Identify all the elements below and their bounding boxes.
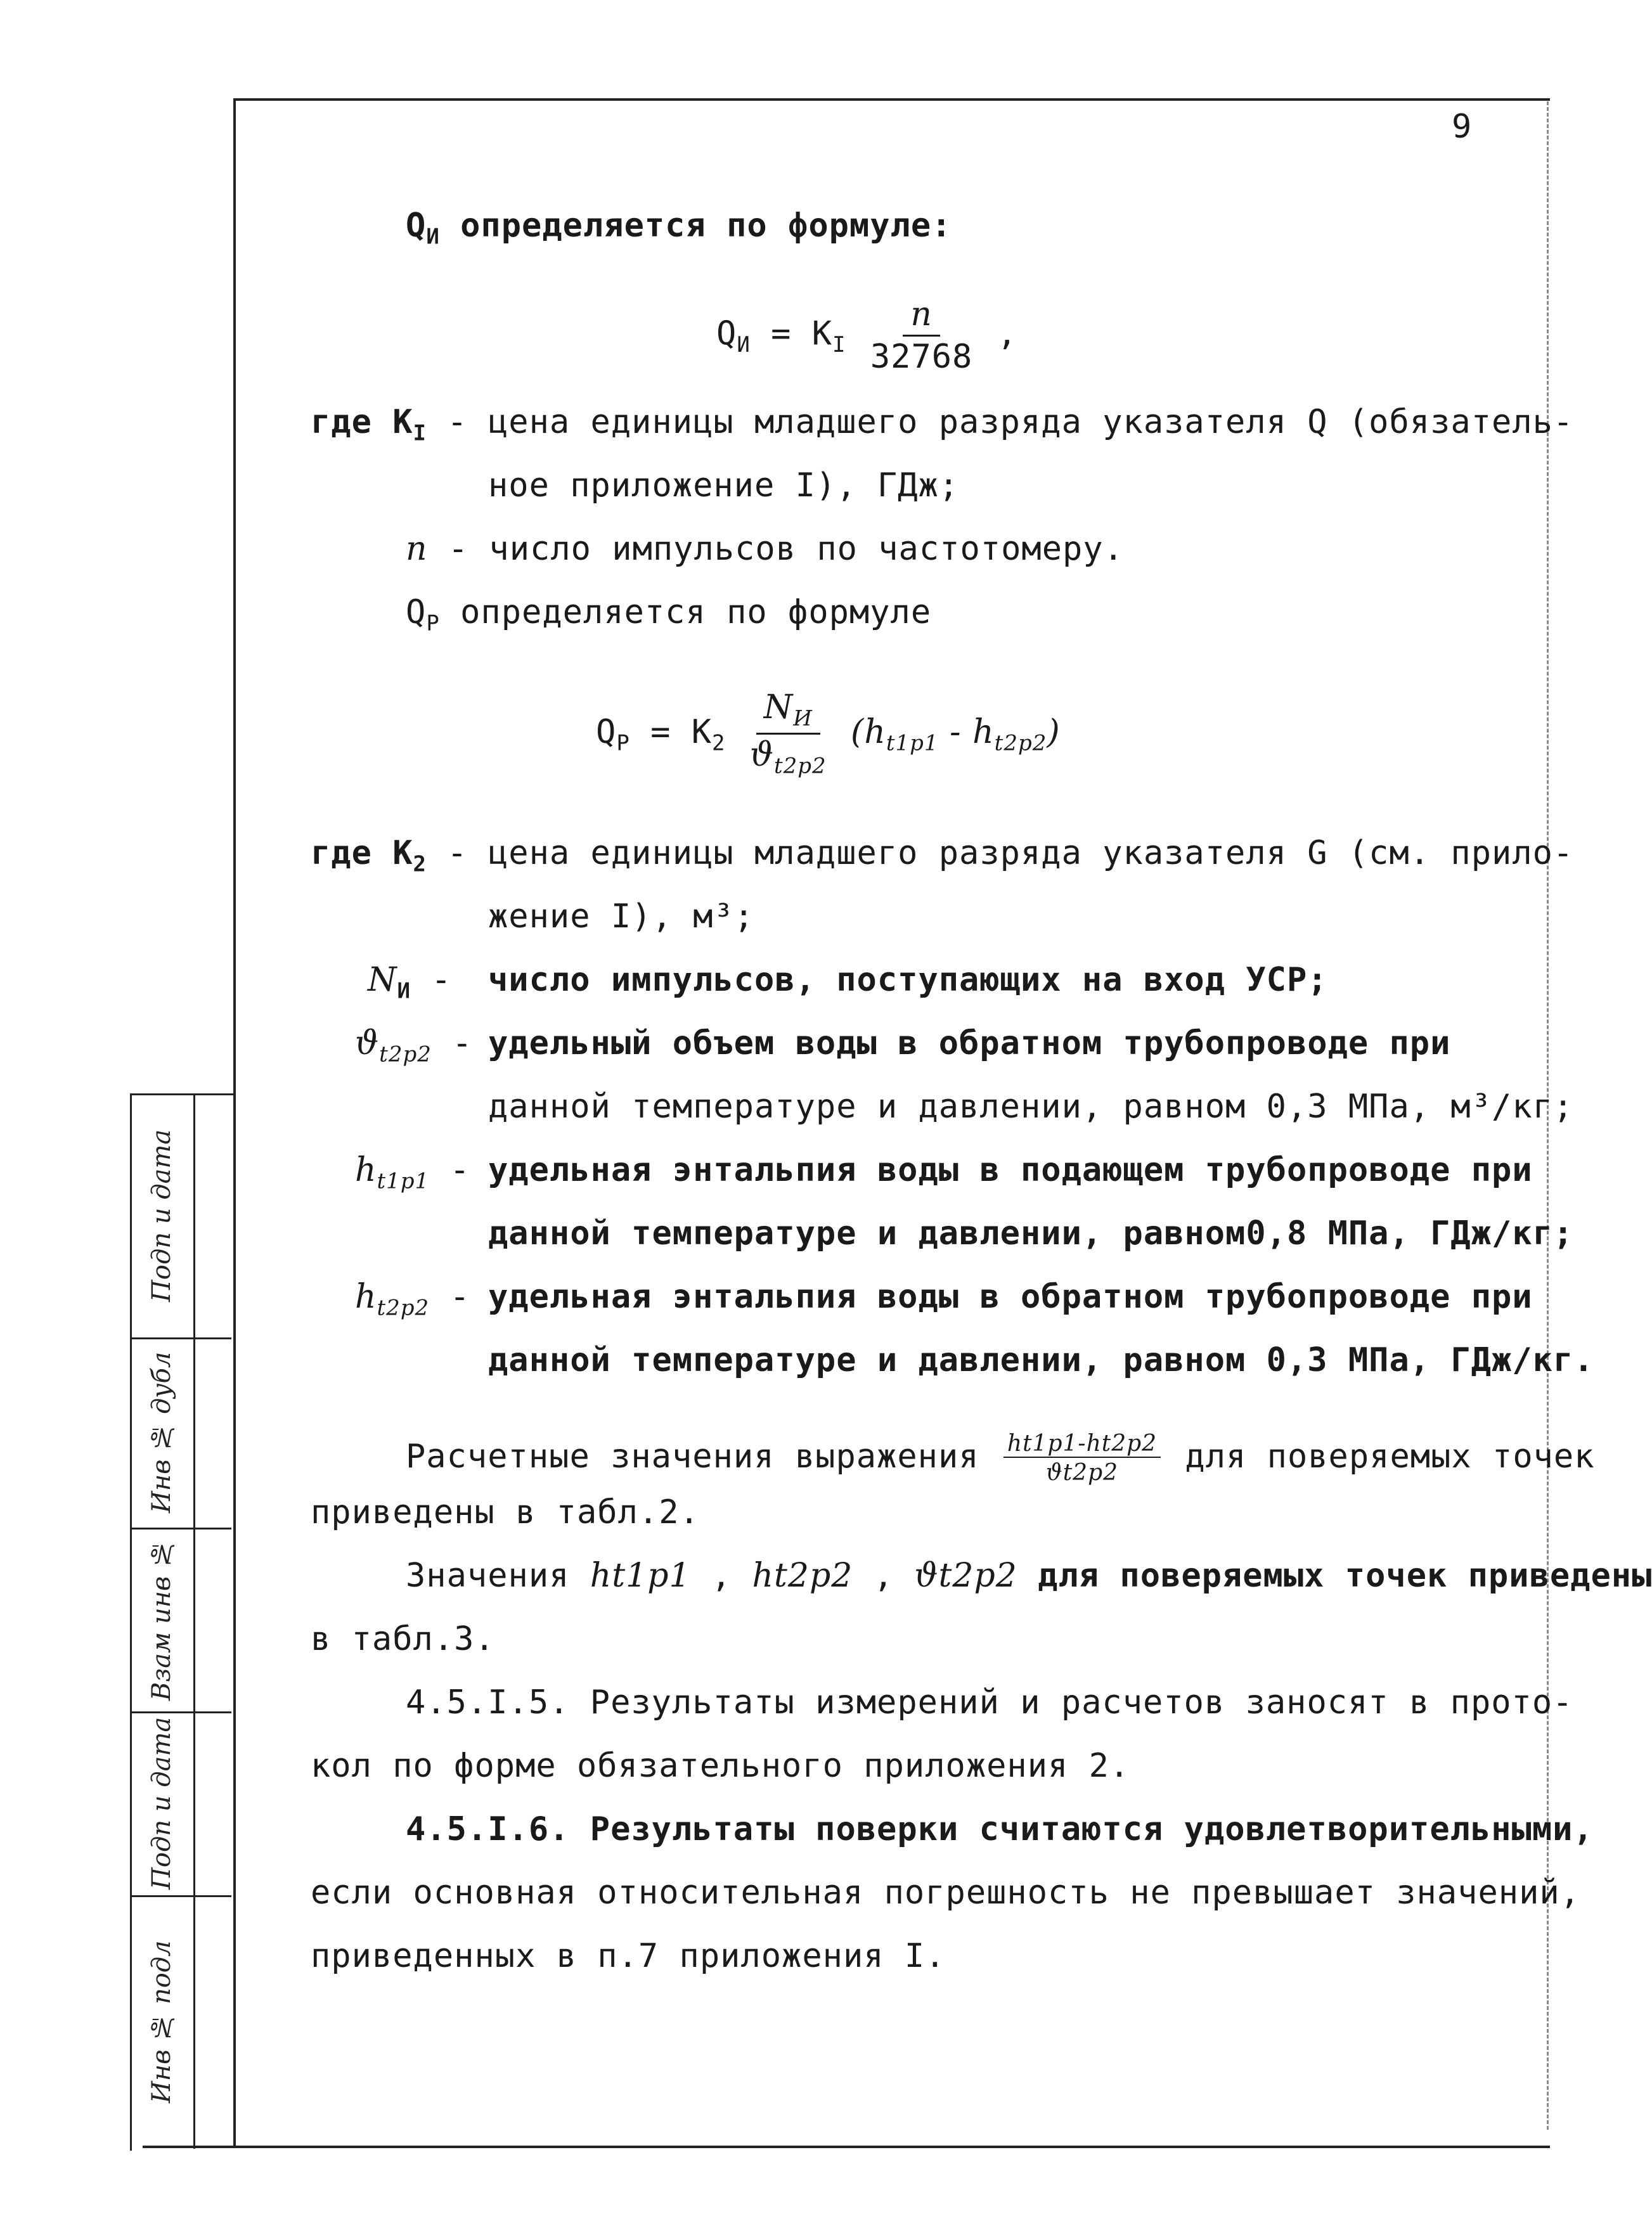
k2-sub: 2 [413,851,427,877]
para2-h1: ht1p1 [590,1557,691,1595]
qi-symbol-sub: И [426,224,440,250]
para3-line2: кол по форме обязательного приложения 2. [311,1747,1130,1785]
k1-definition-row [311,403,468,446]
h1-line2: данной температуре и давлении, равном0,8 МПа, ГДж/кг; [488,1214,1574,1252]
para1-post: для поверяемых точек [1185,1438,1595,1476]
formula-qp-open: ( [851,712,865,751]
k2-dash: - [447,834,468,872]
para2-pre: Значения [406,1557,570,1595]
para2-sep2: , [873,1557,894,1595]
formula-qi-k: = К [771,314,833,353]
v-dash: - [452,1024,473,1062]
v-line1: удельный объем воды в обратном трубопроводе при [488,1024,1451,1062]
v-line2: данной температуре и давлении, равном 0,3 МПа, м³/кг; [488,1088,1574,1126]
para1-fraction-den: ϑt2p2 [1045,1460,1119,1486]
formula-qp-numerator-sub: И [793,705,813,731]
formula-qp-minus: - [938,712,973,751]
para3-line1: 4.5.I.5. Результаты измерений и расчетов заносят в прото- [406,1684,1573,1722]
para-values-table3 [406,1557,1652,1595]
para2-sep1: , [711,1557,732,1595]
h1-dash: - [449,1151,470,1189]
n-definition [406,530,1124,568]
formula-qp [596,688,1061,779]
formula-qp-h1-sub: t1p1 [886,730,939,756]
qi-intro [406,207,952,250]
para1-fraction-num: ht1p1-ht2p2 [1003,1433,1161,1458]
formula-qi-numerator: n [903,298,940,337]
h1-definition-row [355,1151,470,1194]
frame-left-line [233,98,236,2146]
h1-symbol: h [355,1151,377,1189]
para2-post: для поверяемых точек приведены [1038,1557,1652,1595]
stamp-row-line [130,1895,231,1897]
h2-dash: - [449,1278,470,1316]
frame-bottom-line [143,2146,1550,2148]
k2-line2: жение I), м³; [488,898,754,936]
v-definition-row [355,1024,473,1067]
stamp-label-podp-data: Подп и дата [147,1716,176,1890]
h2-sub: t2p2 [377,1295,430,1321]
qp-symbol: Q [406,593,427,631]
para4-line1: 4.5.I.6. Результаты поверки считаются удовлетворительными, [406,1810,1594,1848]
formula-qi-k-sub: I [832,332,846,357]
qp-symbol-sub: Р [426,610,440,636]
para1-line2: приведены в табл.2. [311,1493,700,1531]
formula-qp-k-sub: 2 [712,730,726,756]
para4-line2: если основная относительная погрешность не превышает значений, [311,1874,1581,1912]
stamp-row-line [130,1711,231,1713]
formula-qp-h1: h [864,712,886,751]
qi-symbol: Q [406,207,427,245]
page-number: 9 [1452,108,1472,146]
k2-where: где К [311,834,413,872]
k1-where: где К [311,403,413,441]
formula-qp-fraction [749,688,827,779]
formula-qp-h2: h [972,712,995,751]
k1-dash: - [447,403,468,441]
qp-intro [406,593,932,636]
k1-line2: ное приложение I), ГДж; [488,467,960,505]
para2-h2: ht2p2 [752,1557,853,1595]
para-calculated-values [406,1433,1595,1484]
stamp-divider [193,1093,195,2149]
formula-qp-numerator [756,688,820,735]
formula-qp-numerator-sym: N [763,688,794,726]
v-sub: t2p2 [379,1041,432,1067]
h2-line2: данной температуре и давлении, равном 0,3 МПа, ГДж/кг. [488,1341,1594,1379]
h2-symbol: h [355,1278,377,1316]
stamp-label-podp-data-2: Подп и дата [147,1129,176,1302]
stamp-row-line [130,1528,231,1529]
ni-definition-row [368,961,452,1004]
formula-qi-fraction [870,295,973,376]
h1-sub: t1p1 [377,1168,430,1194]
qp-intro-text: определяется по формуле [460,593,932,631]
k1-sub: I [413,420,427,446]
para2-v: ϑt2p2 [914,1557,1017,1595]
k1-line1: цена единицы младшего разряда указателя Q (обязатель- [488,403,1574,441]
v-symbol: ϑ [355,1024,380,1062]
h2-definition-row [355,1278,470,1321]
formula-qi-lhs-sub: И [737,332,751,357]
para2-line2: в табл.3. [311,1620,495,1658]
formula-qp-bracket [851,712,1061,756]
formula-qi-denominator: 32768 [870,338,973,376]
formula-qp-lhs: Q [596,712,617,751]
stamp-label-vzam-inv: Взам инв № [147,1538,176,1701]
ni-symbol: N [368,961,397,999]
qi-intro-text: определяется по формуле: [460,207,952,245]
para1-fraction [1003,1433,1161,1484]
formula-qp-h2-sub: t2p2 [994,730,1047,756]
ni-sub: И [397,978,411,1004]
formula-qp-close: ) [1047,712,1061,751]
stamp-row-line [130,1337,231,1339]
stamp-label-inv-dubl: Инв № дубл [147,1351,176,1514]
formula-qi-lhs: Q [716,314,737,353]
formula-qp-k: = К [650,712,713,751]
formula-qp-denominator-sym: ϑ [749,736,774,775]
h2-line1: удельная энтальпия воды в обратном трубопроводе при [488,1278,1533,1316]
n-symbol: n [406,530,428,568]
ni-text: число импульсов, поступающих на вход УСР; [488,961,1328,999]
para1-pre: Расчетные значения выражения [406,1438,979,1476]
n-text: - число импульсов по частотомеру. [448,530,1124,568]
k2-definition-row [311,834,468,877]
frame-top-line [235,98,1550,101]
formula-qp-denominator [749,735,827,779]
h1-line1: удельная энтальпия воды в подающем трубопроводе при [488,1151,1533,1189]
formula-qi-tail: , [997,314,1017,353]
stamp-label-inv-podl: Инв № подл [147,1940,176,2104]
formula-qp-lhs-sub: Р [616,730,630,756]
k2-line1: цена единицы младшего разряда указателя G (см. прило- [488,834,1574,872]
para4-line3: приведенных в п.7 приложения I. [311,1937,946,1975]
formula-qp-denominator-sub: t2p2 [774,753,827,779]
ni-dash: - [431,961,452,999]
formula-qi [716,295,1017,376]
